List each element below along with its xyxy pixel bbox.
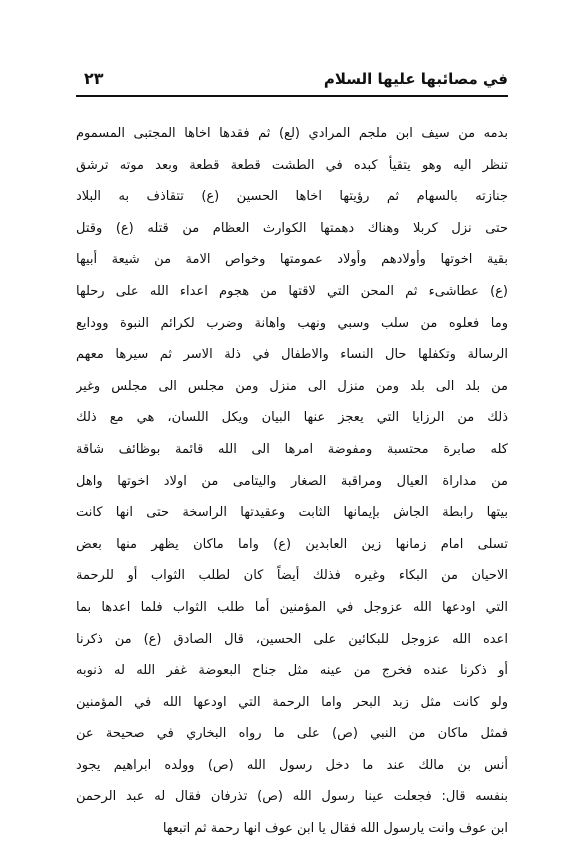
text-line: فمثل ماكان من النبي (ص) على ما رواه البخاري في صحيحة عن (76, 726, 508, 742)
text-line: تسلى امام زمانها زين العابدين (ع) واما ماكان يظهر منها بعض (76, 536, 508, 552)
text-line: حتى نزل كربلا وهناك دهمتها الكوارث العظام من قتله (ع) وقتل (76, 220, 508, 236)
text-line: ولو كانت مثل زبد البحر واما الرحمة التي اودعها الله في المؤمنين (76, 694, 508, 710)
text-line: بيتها رابطة الجاش بإيمانها الثابت وعقيدتها الراسخة حتى انها كانت (76, 505, 508, 521)
page-number: ٢٣ (84, 69, 104, 88)
text-line: بدمه من سيف ابن ملجم المرادي (لع) ثم فقدها اخاها المجتبى المسموم (76, 126, 508, 141)
text-line: أو ذكرنا عنده فخرج من عينه مثل جناح البعوضة غفر الله له ذنوبه (76, 663, 508, 679)
page-header (76, 63, 508, 97)
text-line: بقية اخوتها وأولادهم وأولاد عمومتها وخواص الامة من شيعة أبيها (76, 252, 508, 268)
text-line: من بلد الى بلد ومن منزل الى منزل ومن مجلس الى مجلس وغير (76, 378, 508, 394)
text-line: الاحيان من البكاء وغيره فذلك أيضاً كان لطلب الثواب أو للرحمة (76, 568, 508, 584)
text-line: ذلك من الرزايا التي يعجز عنها البيان ويكل اللسان، هي مع ذلك (76, 410, 508, 426)
running-title: في مصائبها عليها السلام (323, 70, 508, 88)
text-line: كله صابرة محتسبة ومفوضة امرها الى الله قائمة بوظائف شاقة (76, 441, 508, 457)
text-line: (ع) عطاشىء ثم المحن التي لاقتها من هجوم اعداء الله على رحلها (76, 283, 508, 299)
text-line: من مداراة العيال ومراقبة الصغار واليتامى من اولاد اخوتها واهل (76, 473, 508, 489)
text-line: بنفسه قال: فجعلت عينا رسول الله (ص) تذرفان فقال له عبد الرحمن (76, 789, 508, 805)
text-line: ابن عوف وانت يارسول الله فقال يا ابن عوف انها رحمة ثم اتبعها (162, 821, 508, 837)
text-line: وما فعلوه من سلب وسبي ونهب واهانة وضرب لكرائم النبوة وودايع (76, 315, 508, 331)
text-line: جنازته بالسهام ثم رؤيتها اخاها الحسين (ع) تتقاذف به البلاد (76, 189, 508, 205)
text-line: اعده الله عزوجل للبكائين على الحسين، قال الصادق (ع) من ذكرنا (76, 631, 508, 647)
text-line: تنظر اليه وهو يتقيأ كبده في الطشت قطعة قطعة وبعد موته ترشق (76, 157, 508, 173)
text-line: التي اودعها الله عزوجل في المؤمنين أما طلب الثواب فلما اعدها بما (76, 599, 508, 615)
header-rule (76, 95, 508, 97)
text-line: الرسالة وتكفلها حال النساء والاطفال في ذلة الاسر ثم سيرها معهم (76, 347, 508, 363)
text-line: أنس بن مالك عند ما دخل رسول الله (ص) وولده ابراهيم يجود (76, 757, 508, 773)
body-text (76, 118, 508, 845)
